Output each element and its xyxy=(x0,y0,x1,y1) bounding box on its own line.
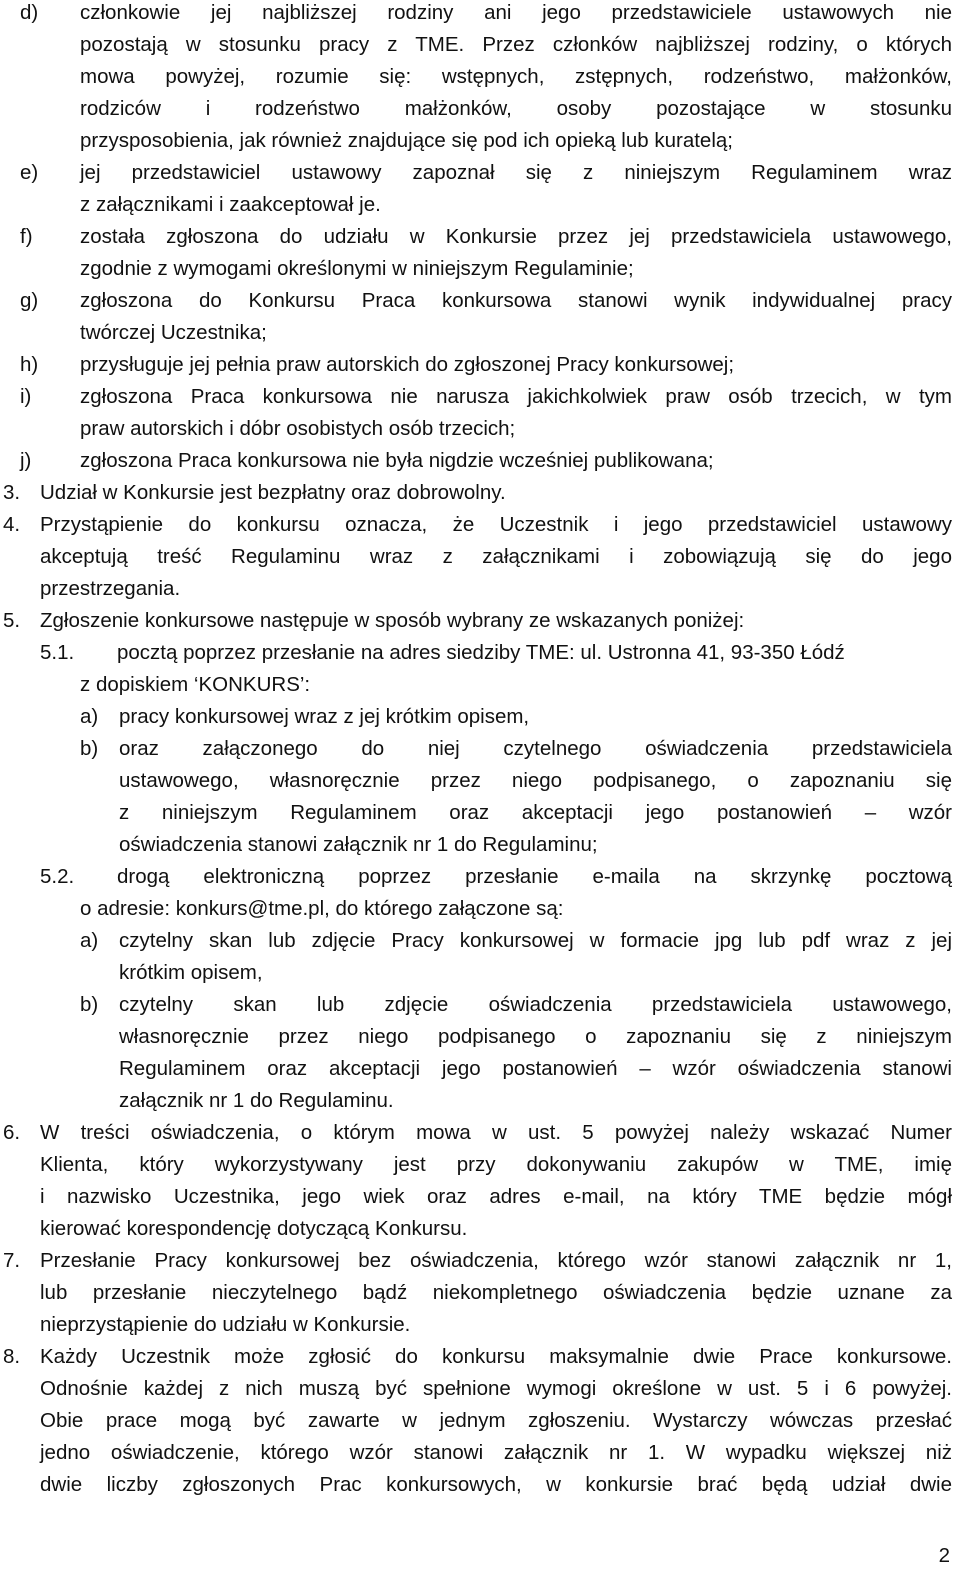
text-line: akceptują treść Regulaminu wraz z załącznikami i zobowiązują się do jego xyxy=(40,545,952,568)
text-line: twórczej Uczestnika; xyxy=(80,321,267,344)
list-marker-5: 5. xyxy=(3,609,21,632)
text-line: oświadczenia stanowi załącznik nr 1 do Regulaminu; xyxy=(119,833,598,856)
text-line: lub przesłanie nieczytelnego bądź niekompletnego oświadczenia będzie uznane za xyxy=(40,1281,952,1304)
text-line: pocztą poprzez przesłanie na adres siedziby TME: ul. Ustronna 41, 93-350 Łódź xyxy=(117,641,845,664)
list-marker-e: e) xyxy=(20,161,39,184)
list-marker-8: 8. xyxy=(3,1345,21,1368)
text-line: z załącznikami i zaakceptował je. xyxy=(80,193,381,216)
text-line: załącznik nr 1 do Regulaminu. xyxy=(119,1089,394,1112)
text-line: o adresie: konkurs@tme.pl, do którego załączone są: xyxy=(80,897,564,920)
text-line: pracy konkursowej wraz z jej krótkim opisem, xyxy=(119,705,530,728)
text-line: Przesłanie Pracy konkursowej bez oświadczenia, którego wzór stanowi załącznik nr 1, xyxy=(40,1249,952,1272)
list-marker-d: d) xyxy=(20,1,39,24)
text-line: W treści oświadczenia, o którym mowa w ust. 5 powyżej należy wskazać Numer xyxy=(40,1121,952,1144)
text-line: pozostają w stosunku pracy z TME. Przez członków najbliższej rodziny, o których xyxy=(80,33,952,56)
text-line: Każdy Uczestnik może zgłosić do konkursu maksymalnie dwie Prace konkursowe. xyxy=(40,1345,952,1368)
page-number: 2 xyxy=(938,1544,950,1567)
text-line: przestrzegania. xyxy=(40,577,181,600)
list-marker-6: 6. xyxy=(3,1121,21,1144)
text-line: Odnośnie każdej z nich muszą być spełnione wymogi określone w ust. 5 i 6 powyżej. xyxy=(40,1377,952,1400)
list-marker-3: 3. xyxy=(3,481,21,504)
text-line: jej przedstawiciel ustawowy zapoznał się z niniejszym Regulaminem wraz xyxy=(80,161,952,184)
list-marker-a: a) xyxy=(80,929,99,952)
text-line: Klienta, który wykorzystywany jest przy dokonywaniu zakupów w TME, imię xyxy=(40,1153,952,1176)
text-line: członkowie jej najbliższej rodziny ani jego przedstawiciele ustawowych nie xyxy=(80,1,952,24)
list-marker-a: a) xyxy=(80,705,99,728)
text-line: jedno oświadczenie, którego wzór stanowi załącznik nr 1. W wypadku większej niż xyxy=(40,1441,952,1464)
text-line: przysposobienia, jak również znajdujące się pod ich opieką lub kuratelą; xyxy=(80,129,733,152)
text-line: czytelny skan lub zdjęcie oświadczenia przedstawiciela ustawowego, xyxy=(119,993,952,1016)
list-marker-g: g) xyxy=(20,289,39,312)
text-line: przysługuje jej pełnia praw autorskich do zgłoszonej Pracy konkursowej; xyxy=(80,353,735,376)
text-line: z dopiskiem ‘KONKURS’: xyxy=(80,673,311,696)
text-line: i nazwisko Uczestnika, jego wiek oraz adres e-mail, na który TME będzie mógł xyxy=(40,1185,952,1208)
list-marker-f: f) xyxy=(20,225,33,248)
text-line: ustawowego, własnoręcznie przez niego podpisanego, o zapoznaniu się xyxy=(119,769,952,792)
text-line: kierować korespondencję dotyczącą Konkursu. xyxy=(40,1217,468,1240)
list-marker-j: j) xyxy=(20,449,32,472)
text-line: zgodnie z wymogami określonymi w niniejszym Regulaminie; xyxy=(80,257,634,280)
text-line: zgłoszona Praca konkursowa nie była nigdzie wcześniej publikowana; xyxy=(80,449,714,472)
text-line: rodziców i rodzeństwo małżonków, osoby pozostające w stosunku xyxy=(80,97,952,120)
text-line: zgłoszona do Konkursu Praca konkursowa stanowi wynik indywidualnej pracy xyxy=(80,289,952,312)
list-marker-4: 4. xyxy=(3,513,21,536)
text-line: z niniejszym Regulaminem oraz akceptacji jego postanowień – wzór xyxy=(119,801,952,824)
list-marker-b: b) xyxy=(80,993,99,1016)
text-line: dwie liczby zgłoszonych Prac konkursowych, w konkursie brać będą udział dwie xyxy=(40,1473,952,1496)
text-line: Obie prace mogą być zawarte w jednym zgłoszeniu. Wystarczy wówczas przesłać xyxy=(40,1409,952,1432)
text-line: czytelny skan lub zdjęcie Pracy konkursowej w formacie jpg lub pdf wraz z jej xyxy=(119,929,952,952)
text-line: krótkim opisem, xyxy=(119,961,263,984)
text-line: praw autorskich i dóbr osobistych osób trzecich; xyxy=(80,417,516,440)
list-marker-7: 7. xyxy=(3,1249,21,1272)
text-line: mowa powyżej, rozumie się: wstępnych, zstępnych, rodzeństwo, małżonków, xyxy=(80,65,952,88)
list-marker-h: h) xyxy=(20,353,39,376)
text-line: Udział w Konkursie jest bezpłatny oraz dobrowolny. xyxy=(40,481,506,504)
text-line: oraz załączonego do niej czytelnego oświadczenia przedstawiciela xyxy=(119,737,952,760)
text-line: własnoręcznie przez niego podpisanego o zapoznaniu się z niniejszym xyxy=(119,1025,952,1048)
text-line: Przystąpienie do konkursu oznacza, że Uczestnik i jego przedstawiciel ustawowy xyxy=(40,513,952,536)
list-marker-5-1: 5.1. xyxy=(40,641,75,664)
list-marker-b: b) xyxy=(80,737,99,760)
text-line: Regulaminem oraz akceptacji jego postanowień – wzór oświadczenia stanowi xyxy=(119,1057,952,1080)
list-marker-i: i) xyxy=(20,385,32,408)
text-line: Zgłoszenie konkursowe następuje w sposób wybrany ze wskazanych poniżej: xyxy=(40,609,745,632)
text-line: została zgłoszona do udziału w Konkursie przez jej przedstawiciela ustawowego, xyxy=(80,225,952,248)
text-line: drogą elektroniczną poprzez przesłanie e-maila na skrzynkę pocztową xyxy=(117,865,952,888)
list-marker-5-2: 5.2. xyxy=(40,865,75,888)
text-line: nieprzystąpienie do udziału w Konkursie. xyxy=(40,1313,411,1336)
text-line: zgłoszona Praca konkursowa nie narusza jakichkolwiek praw osób trzecich, w tym xyxy=(80,385,952,408)
